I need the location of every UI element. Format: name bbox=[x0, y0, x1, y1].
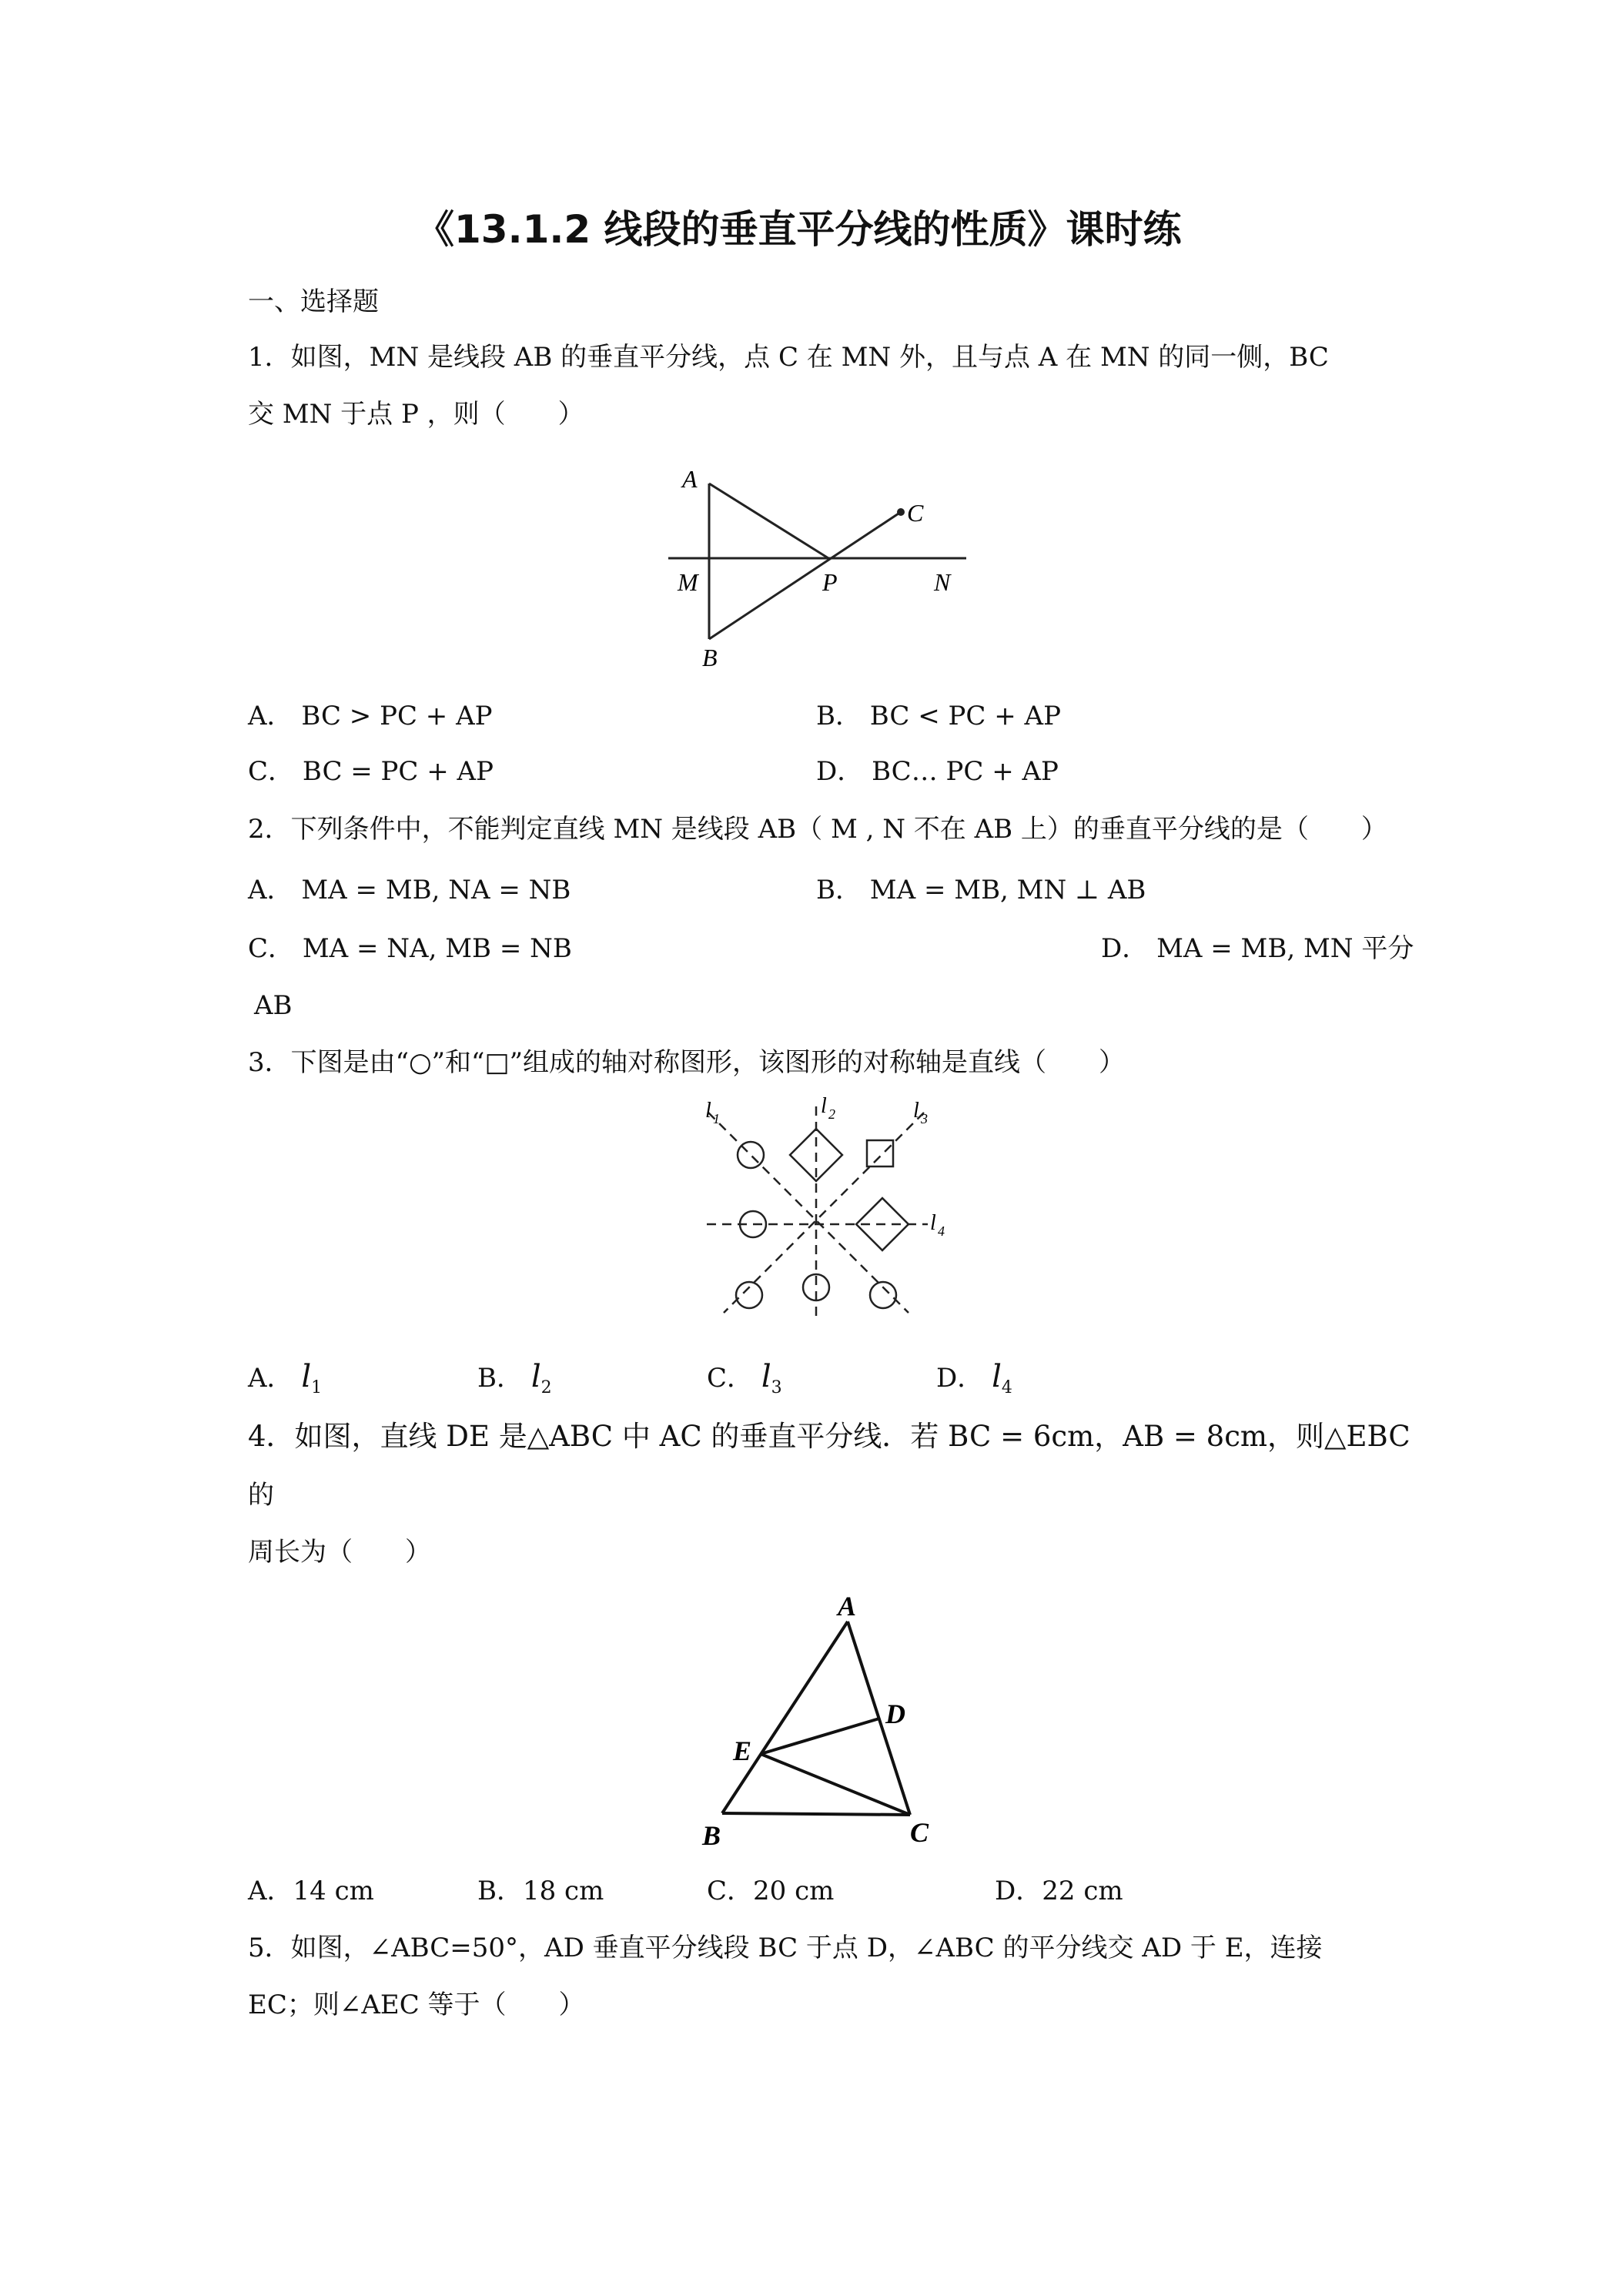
q4-label-e: E bbox=[733, 1735, 752, 1766]
page-title: 《13.1.2 线段的垂直平分线的性质》课时练 bbox=[416, 207, 1182, 252]
q1-point-c bbox=[897, 508, 905, 516]
q1-text-line1: 1．如图，MN 是线段 AB 的垂直平分线，点 C 在 MN 外，且与点 A 在 MN 的同一侧，BC bbox=[248, 342, 1329, 373]
q1-option-b[interactable]: B． BC < PC + AP bbox=[816, 701, 1061, 731]
q3-option-d-sub: 4 bbox=[1001, 1377, 1012, 1397]
q3-circle bbox=[870, 1282, 896, 1308]
q3-option-b[interactable] bbox=[477, 1361, 552, 1404]
q4-segment-ab bbox=[722, 1622, 848, 1813]
q1-label-a: A bbox=[682, 465, 698, 493]
q4-option-b[interactable]: B．18 cm bbox=[477, 1876, 604, 1906]
q3-option-c-sub: 3 bbox=[771, 1377, 782, 1397]
q2-option-c[interactable]: C． MA = NA, MB = NB bbox=[248, 933, 572, 964]
q4-label-b: B bbox=[702, 1820, 721, 1851]
q4-figure bbox=[693, 1586, 955, 1859]
q1-label-b: B bbox=[702, 644, 718, 671]
q3-circle bbox=[738, 1142, 764, 1168]
q3-option-c[interactable] bbox=[707, 1361, 782, 1404]
q3-label-l2-sub: 2 bbox=[828, 1106, 835, 1122]
q3-label-l3-sub: 3 bbox=[921, 1111, 928, 1126]
q1-option-c[interactable]: C． BC = PC + AP bbox=[248, 756, 494, 787]
q1-option-a[interactable]: A． BC > PC + AP bbox=[248, 701, 493, 731]
q4-option-a[interactable]: A．14 cm bbox=[248, 1876, 374, 1906]
q3-label-l2: l bbox=[821, 1097, 827, 1118]
q3-option-a-sub: 1 bbox=[311, 1377, 323, 1397]
section-heading: 一、选择题 bbox=[248, 286, 379, 317]
q3-square bbox=[867, 1140, 893, 1166]
q4-text-line3: 周长为（ ） bbox=[248, 1537, 431, 1568]
q1-figure bbox=[654, 458, 986, 678]
q3-option-b-prefix: B． bbox=[477, 1363, 523, 1394]
q4-option-d[interactable]: D．22 cm bbox=[995, 1876, 1123, 1906]
q1-segment-ap bbox=[709, 484, 828, 558]
q4-label-c: C bbox=[910, 1817, 929, 1848]
q2-option-d-continued: AB bbox=[254, 990, 293, 1021]
q3-option-c-symbol: l bbox=[761, 1359, 771, 1394]
q3-figure bbox=[693, 1097, 955, 1336]
q3-option-a[interactable] bbox=[248, 1361, 322, 1404]
q3-option-b-symbol: l bbox=[530, 1359, 541, 1394]
q2-option-b[interactable]: B． MA = MB, MN ⊥ AB bbox=[816, 875, 1146, 905]
q4-text-line2: 的 bbox=[248, 1480, 274, 1511]
q3-option-c-prefix: C． bbox=[707, 1363, 754, 1394]
q1-segment-bc bbox=[709, 512, 901, 639]
q4-segment-ed bbox=[761, 1719, 879, 1754]
q1-label-m: M bbox=[678, 568, 698, 596]
q4-option-c[interactable]: C．20 cm bbox=[707, 1876, 835, 1906]
q4-segment-bc bbox=[722, 1813, 910, 1815]
q1-option-d[interactable]: D． BC… PC + AP bbox=[816, 756, 1059, 787]
q1-text-line2: 交 MN 于点 P ，则（ ） bbox=[248, 399, 584, 430]
q4-segment-ec bbox=[761, 1754, 910, 1815]
q3-label-l1-sub: 1 bbox=[713, 1111, 720, 1126]
q1-label-n: N bbox=[934, 568, 951, 596]
q3-option-d[interactable] bbox=[936, 1361, 1012, 1404]
q3-label-l3: l bbox=[913, 1099, 919, 1123]
q3-option-b-sub: 2 bbox=[540, 1377, 552, 1397]
q2-text-line1: 2．下列条件中，不能判定直线 MN 是线段 AB（ M , N 不在 AB 上）的垂直平分线的是（ ） bbox=[248, 814, 1387, 845]
q3-option-d-prefix: D． bbox=[936, 1363, 984, 1394]
q4-label-a: A bbox=[838, 1591, 857, 1622]
q3-circle bbox=[736, 1282, 762, 1308]
q3-label-l4: l bbox=[930, 1211, 936, 1235]
q2-option-d[interactable]: D． MA = MB, MN 平分 bbox=[1101, 933, 1414, 964]
q3-option-a-symbol: l bbox=[301, 1359, 312, 1394]
q3-label-l4-sub: 4 bbox=[938, 1223, 945, 1239]
q1-label-c: C bbox=[907, 499, 924, 527]
q3-option-d-symbol: l bbox=[992, 1359, 1002, 1394]
q1-label-p: P bbox=[822, 568, 838, 596]
q4-text-line1: 4．如图，直线 DE 是△ABC 中 AC 的垂直平分线．若 BC = 6cm，AB = 8cm，则△EBC bbox=[248, 1420, 1411, 1453]
q3-text-line1: 3．下图是由“○”和“□”组成的轴对称图形，该图形的对称轴是直线（ ） bbox=[248, 1047, 1125, 1078]
q5-text-line1: 5．如图，∠ABC=50°，AD 垂直平分线段 BC 于点 D，∠ABC 的平分线交 AD 于 E，连接 bbox=[248, 1933, 1323, 1963]
q2-option-a[interactable]: A． MA = MB, NA = NB bbox=[248, 875, 571, 905]
q3-option-a-prefix: A． bbox=[248, 1363, 293, 1394]
q3-label-l1: l bbox=[705, 1099, 711, 1123]
q5-text-line2: EC；则∠AEC 等于（ ） bbox=[248, 1990, 585, 2020]
q4-label-d: D bbox=[885, 1699, 905, 1729]
